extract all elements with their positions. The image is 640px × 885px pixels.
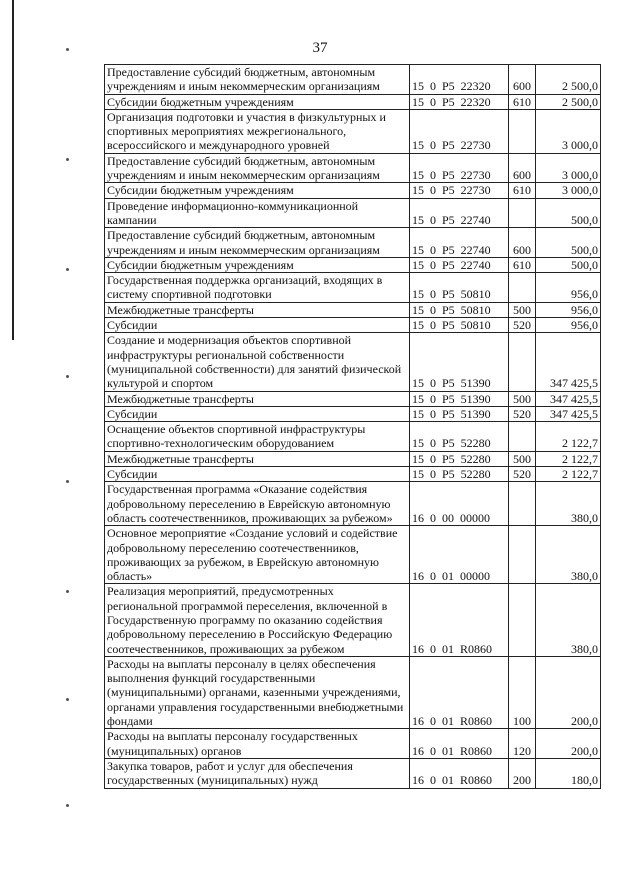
budget-table	[104, 64, 601, 789]
row-expense-type-cell: 600	[509, 65, 536, 95]
row-amount-cell: 956,0	[536, 318, 601, 333]
row-amount-cell: 2 500,0	[536, 65, 601, 95]
table-row	[105, 467, 601, 482]
row-expense-type-cell: 120	[509, 729, 536, 759]
row-expense-type-cell	[509, 273, 536, 303]
row-code-cell: 15 0 P5 22730	[410, 109, 509, 153]
table-row	[105, 183, 601, 198]
row-name-cell: Проведение информационно-коммуникационной кампании	[105, 198, 410, 228]
row-expense-type-cell: 500	[509, 391, 536, 406]
row-amount-cell: 2 500,0	[536, 94, 601, 109]
scan-speck	[66, 698, 69, 701]
row-amount-cell: 347 425,5	[536, 333, 601, 391]
row-amount-cell: 500,0	[536, 198, 601, 228]
row-code-cell: 16 0 01 00000	[410, 526, 509, 584]
row-amount-cell: 2 122,7	[536, 467, 601, 482]
scan-speck	[66, 590, 69, 593]
row-expense-type-cell: 100	[509, 656, 536, 728]
table-row	[105, 273, 601, 303]
row-code-cell: 15 0 P5 22320	[410, 94, 509, 109]
row-name-cell: Расходы на выплаты персоналу в целях обеспечения выполнения функций государственными (муниципальными) органами, казенными учреждениями, органами управления государственными внебюджетными фондами	[105, 656, 410, 728]
row-expense-type-cell: 520	[509, 406, 536, 421]
row-expense-type-cell	[509, 482, 536, 526]
row-expense-type-cell	[509, 198, 536, 228]
page-number: 37	[312, 40, 328, 56]
table-row	[105, 228, 601, 258]
row-amount-cell: 3 000,0	[536, 153, 601, 183]
row-code-cell: 16 0 01 R0860	[410, 656, 509, 728]
row-name-cell: Субсидии бюджетным учреждениям	[105, 257, 410, 272]
row-name-cell: Межбюджетные трансферты	[105, 451, 410, 466]
row-name-cell: Межбюджетные трансферты	[105, 391, 410, 406]
row-name-cell: Государственная программа «Оказание содействия добровольному переселению в Еврейскую автономную область соотечественников, проживающих за рубежом»	[105, 482, 410, 526]
row-amount-cell: 3 000,0	[536, 183, 601, 198]
row-amount-cell: 3 000,0	[536, 109, 601, 153]
table-row	[105, 109, 601, 153]
row-amount-cell: 2 122,7	[536, 422, 601, 452]
table-row	[105, 451, 601, 466]
row-name-cell: Государственная поддержка организаций, входящих в систему спортивной подготовки	[105, 273, 410, 303]
row-code-cell: 15 0 P5 22740	[410, 228, 509, 258]
row-code-cell: 15 0 P5 22740	[410, 198, 509, 228]
row-code-cell: 16 0 01 R0860	[410, 584, 509, 656]
row-amount-cell: 347 425,5	[536, 406, 601, 421]
row-code-cell: 15 0 P5 51390	[410, 333, 509, 391]
row-amount-cell: 200,0	[536, 729, 601, 759]
row-amount-cell: 956,0	[536, 273, 601, 303]
scan-speck	[66, 268, 69, 271]
row-name-cell: Предоставление субсидий бюджетным, автономным учреждениям и иным некоммерческим организациям	[105, 65, 410, 95]
row-amount-cell: 380,0	[536, 482, 601, 526]
row-amount-cell: 200,0	[536, 656, 601, 728]
row-name-cell: Создание и модернизация объектов спортивной инфраструктуры региональной собственности (муниципальной собственности) для занятий физической культурой и спортом	[105, 333, 410, 391]
table-row	[105, 758, 601, 788]
row-name-cell: Межбюджетные трансферты	[105, 302, 410, 317]
row-name-cell: Организация подготовки и участия в физкультурных и спортивных мероприятиях межрегионального, всероссийского и международного уровней	[105, 109, 410, 153]
table-row	[105, 656, 601, 728]
row-name-cell: Оснащение объектов спортивной инфраструктуры спортивно-технологическим оборудованием	[105, 422, 410, 452]
row-amount-cell: 380,0	[536, 526, 601, 584]
row-code-cell: 16 0 01 R0860	[410, 758, 509, 788]
row-code-cell: 15 0 P5 51390	[410, 406, 509, 421]
row-code-cell: 15 0 P5 22740	[410, 257, 509, 272]
table-row	[105, 422, 601, 452]
row-code-cell: 15 0 P5 52280	[410, 422, 509, 452]
row-code-cell: 15 0 P5 50810	[410, 302, 509, 317]
row-expense-type-cell: 520	[509, 318, 536, 333]
row-expense-type-cell: 600	[509, 228, 536, 258]
row-expense-type-cell: 520	[509, 467, 536, 482]
row-name-cell: Субсидии	[105, 467, 410, 482]
table-row	[105, 302, 601, 317]
row-code-cell: 15 0 P5 22730	[410, 183, 509, 198]
scan-speck	[66, 158, 69, 161]
row-expense-type-cell: 610	[509, 257, 536, 272]
row-amount-cell: 956,0	[536, 302, 601, 317]
row-expense-type-cell	[509, 109, 536, 153]
row-name-cell: Субсидии	[105, 406, 410, 421]
row-expense-type-cell: 500	[509, 302, 536, 317]
row-expense-type-cell: 610	[509, 183, 536, 198]
row-name-cell: Предоставление субсидий бюджетным, автономным учреждениям и иным некоммерческим организациям	[105, 153, 410, 183]
row-name-cell: Субсидии бюджетным учреждениям	[105, 94, 410, 109]
row-expense-type-cell: 500	[509, 451, 536, 466]
row-code-cell: 15 0 P5 52280	[410, 451, 509, 466]
table-row	[105, 406, 601, 421]
table-row	[105, 198, 601, 228]
row-code-cell: 15 0 P5 22730	[410, 153, 509, 183]
row-code-cell: 16 0 00 00000	[410, 482, 509, 526]
row-expense-type-cell: 200	[509, 758, 536, 788]
row-expense-type-cell	[509, 526, 536, 584]
table-row	[105, 94, 601, 109]
row-expense-type-cell	[509, 584, 536, 656]
row-code-cell: 15 0 P5 50810	[410, 273, 509, 303]
row-amount-cell: 500,0	[536, 228, 601, 258]
row-code-cell: 16 0 01 R0860	[410, 729, 509, 759]
row-code-cell: 15 0 P5 22320	[410, 65, 509, 95]
row-name-cell: Предоставление субсидий бюджетным, автономным учреждениям и иным некоммерческим организациям	[105, 228, 410, 258]
row-amount-cell: 380,0	[536, 584, 601, 656]
row-name-cell: Субсидии	[105, 318, 410, 333]
table-row	[105, 482, 601, 526]
row-expense-type-cell: 600	[509, 153, 536, 183]
row-amount-cell: 500,0	[536, 257, 601, 272]
table-row	[105, 257, 601, 272]
row-expense-type-cell: 610	[509, 94, 536, 109]
table-row	[105, 318, 601, 333]
scan-speck	[66, 804, 69, 807]
row-name-cell: Реализация мероприятий, предусмотренных региональной программой переселения, включенной в Государственную программу по оказанию содействия добровольному переселению в Российскую Федерацию соотечественников, проживающих за рубежом	[105, 584, 410, 656]
table-row	[105, 584, 601, 656]
table-row	[105, 65, 601, 95]
row-amount-cell: 180,0	[536, 758, 601, 788]
scan-speck	[66, 375, 69, 378]
row-expense-type-cell	[509, 422, 536, 452]
row-code-cell: 15 0 P5 50810	[410, 318, 509, 333]
row-code-cell: 15 0 P5 51390	[410, 391, 509, 406]
row-code-cell: 15 0 P5 52280	[410, 467, 509, 482]
table-row	[105, 333, 601, 391]
row-amount-cell: 2 122,7	[536, 451, 601, 466]
row-expense-type-cell	[509, 333, 536, 391]
table-row	[105, 153, 601, 183]
row-name-cell: Расходы на выплаты персоналу государственных (муниципальных) органов	[105, 729, 410, 759]
row-name-cell: Закупка товаров, работ и услуг для обеспечения государственных (муниципальных) нужд	[105, 758, 410, 788]
table-row	[105, 391, 601, 406]
row-name-cell: Субсидии бюджетным учреждениям	[105, 183, 410, 198]
row-name-cell: Основное мероприятие «Создание условий и содействие добровольному переселению соотечественников, проживающих за рубежом, в Еврейскую автономную область»	[105, 526, 410, 584]
budget-table-body	[105, 65, 601, 789]
row-amount-cell: 347 425,5	[536, 391, 601, 406]
table-row	[105, 729, 601, 759]
scan-speck	[66, 480, 69, 483]
table-row	[105, 526, 601, 584]
